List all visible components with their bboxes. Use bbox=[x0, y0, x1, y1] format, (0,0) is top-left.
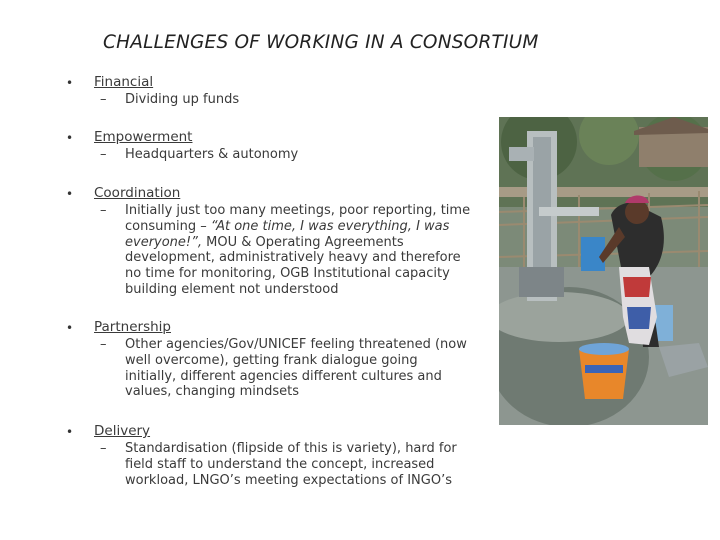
sub-text-before: Initially just too many meetings, poor reporting, time consuming – bbox=[125, 203, 471, 234]
bullet-dot: • bbox=[66, 425, 74, 439]
sub-dash: – bbox=[100, 337, 107, 352]
bullet-heading-partnership: Partnership bbox=[94, 319, 171, 335]
photo-illustration bbox=[499, 117, 708, 425]
sub-dash: – bbox=[100, 147, 107, 162]
sub-text: Other agencies/Gov/UNICEF feeling threatened (now well overcome), getting frank dialogue going initially, different agencies different cultures and values, changing mindsets bbox=[125, 337, 467, 400]
bullet-dot: • bbox=[66, 76, 74, 90]
slide-title: CHALLENGES OF WORKING IN A CONSORTIUM bbox=[103, 32, 539, 53]
sub-text bbox=[100, 203, 472, 298]
sub-dash: – bbox=[100, 92, 107, 107]
sub-text: Headquarters & autonomy bbox=[125, 147, 299, 162]
bullet-heading-empowerment: Empowerment bbox=[94, 129, 193, 145]
bullet-dot: • bbox=[66, 187, 74, 201]
sub-text-after: MOU & Operating Agreements development, administratively heavy and therefore no time for monitoring, OGB Institutional capacity building element not understood bbox=[125, 234, 461, 297]
sub-bullet-coordination bbox=[100, 203, 472, 298]
sub-bullet-financial bbox=[100, 92, 472, 108]
photo-woman-at-water-pump bbox=[499, 117, 708, 425]
sub-bullet-delivery bbox=[100, 441, 472, 488]
sub-text: Standardisation (flipside of this is variety), hard for field staff to understand the concept, increased workload, LNGO’s meeting expectations of INGO’s bbox=[125, 441, 457, 488]
bullet-heading-delivery: Delivery bbox=[94, 423, 151, 439]
bullet-heading-financial: Financial bbox=[94, 74, 154, 90]
sub-text-quote: “At one time, I was everything, I was everyone!”, bbox=[125, 218, 450, 250]
sub-dash: – bbox=[100, 203, 107, 218]
bullet-dot: • bbox=[66, 321, 74, 335]
bullet-heading-coordination: Coordination bbox=[94, 185, 181, 201]
bullet-dot: • bbox=[66, 131, 74, 145]
sub-bullet-empowerment bbox=[100, 147, 472, 163]
sub-dash: – bbox=[100, 441, 107, 456]
sub-text: Dividing up funds bbox=[125, 92, 240, 107]
sub-bullet-partnership bbox=[100, 337, 472, 400]
